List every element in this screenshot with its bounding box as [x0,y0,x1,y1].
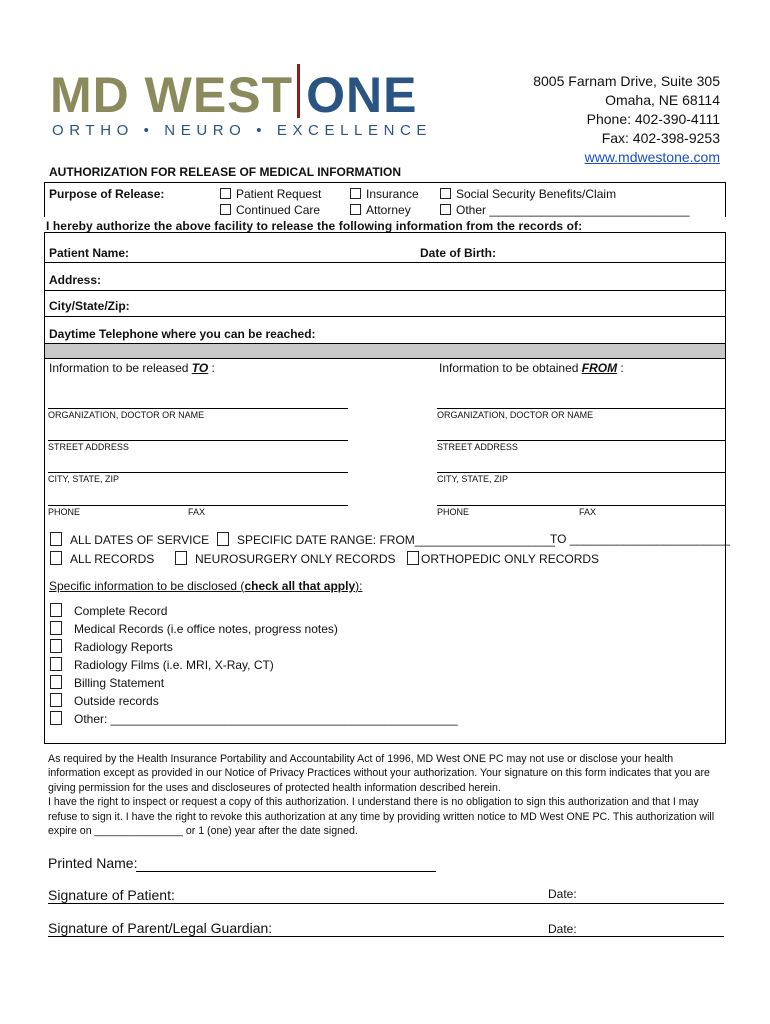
from-phone-label: PHONE [437,507,470,517]
patient-signature-line[interactable] [48,903,724,904]
to-org-line[interactable] [48,408,348,409]
checkbox-icon[interactable] [50,711,62,725]
purpose-option-attorney[interactable]: Attorney [350,203,411,217]
date-range-to[interactable]: TO ________________________ [550,532,730,546]
from-city-label: CITY, STATE, ZIP [437,474,509,484]
purpose-option-continued-care[interactable]: Continued Care [220,203,320,217]
checkbox-icon[interactable] [50,603,62,617]
logo-divider [297,64,300,118]
printed-name-line[interactable] [136,871,436,872]
to-city-label: CITY, STATE, ZIP [48,474,120,484]
from-fax-label: FAX [579,507,597,517]
specific-info-heading: Specific information to be disclosed (check all that apply): [49,579,363,593]
from-org-line[interactable] [437,408,725,409]
to-org-label: ORGANIZATION, DOCTOR OR NAME [48,410,205,420]
checkbox-icon[interactable] [350,204,361,215]
logo-tagline: ORTHO • NEURO • EXCELLENCE [52,122,433,139]
section-divider [45,343,725,359]
guardian-signature-line[interactable] [48,936,724,937]
list-item[interactable]: Complete Record [50,602,458,620]
hipaa-paragraph: As required by the Health Insurance Portability and Accountability Act of 1996, MD West ONE PC may not use or disclose your health information except as provided in our Notice of Privacy Practices without your authorization. Your signature on this form indicates that you are giving permission for the uses and discloseures of protected health information described herein. [48,753,710,794]
checkbox-icon[interactable] [50,621,62,635]
to-fax-label: FAX [188,507,206,517]
patient-signature-label: Signature of Patient: [48,887,175,903]
from-city-line[interactable] [437,472,725,473]
legal-notice [48,752,723,838]
logo [50,64,417,125]
guardian-signature-label: Signature of Parent/Legal Guardian: [48,920,273,936]
phone-number: Phone: 402-390-4111 [586,111,720,127]
neurosurgery-only-option[interactable]: NEUROSURGERY ONLY RECORDS [175,551,396,566]
logo-right-text: ONE [306,67,418,123]
list-item[interactable]: Other: ____________________________________________________ [50,710,458,728]
records-section [44,232,730,744]
to-city-line[interactable] [48,472,348,473]
checkbox-icon[interactable] [407,551,419,565]
checkbox-icon[interactable] [50,693,62,707]
purpose-label: Purpose of Release: [49,187,165,201]
address-label: Address: [49,273,102,287]
checkbox-icon[interactable] [220,188,231,199]
specific-info-list [50,602,458,728]
list-item[interactable]: Radiology Films (i.e. MRI, X-Ray, CT) [50,656,458,674]
fax-number: Fax: 402-398-9253 [601,130,720,146]
specific-range-option[interactable]: SPECIFIC DATE RANGE: FROM_____________________ [217,532,555,547]
from-org-label: ORGANIZATION, DOCTOR OR NAME [437,410,594,420]
contact-block [533,72,720,167]
purpose-option-social-security[interactable]: Social Security Benefits/Claim [440,187,616,201]
address-line1: 8005 Farnam Drive, Suite 305 [533,73,720,89]
dob-label: Date of Birth: [420,246,496,260]
list-item[interactable]: Outside records [50,692,458,710]
printed-name-label: Printed Name: [48,855,138,871]
patient-date-label: Date: [548,887,577,901]
logo-left-text: MD WEST [50,67,294,123]
all-records-option[interactable]: ALL RECORDS [50,551,154,566]
address-line2: Omaha, NE 68114 [605,92,720,108]
rights-paragraph: I have the right to inspect or request a copy of this authorization. I understand there is no obligation to sign this authorization and that I may refuse to sign it. I have the right to revoke this authorization at any time by providing written notice to MD West ONE PC. This authorization will expire on _______________ or 1 (one) year after the date signed. [48,796,715,838]
checkbox-icon[interactable] [50,639,62,653]
from-phone-line[interactable] [437,505,725,506]
orthopedic-only-option[interactable]: ORTHOPEDIC ONLY RECORDS [407,551,599,566]
list-item[interactable]: Billing Statement [50,674,458,692]
checkbox-icon[interactable] [50,675,62,689]
release-to-label: Information to be released TO : [49,361,215,375]
to-street-label: STREET ADDRESS [48,442,129,452]
from-street-label: STREET ADDRESS [437,442,518,452]
city-state-zip-label: City/State/Zip: [49,299,130,313]
checkbox-icon[interactable] [440,188,451,199]
purpose-option-patient-request[interactable]: Patient Request [220,187,321,201]
checkbox-icon[interactable] [50,532,62,546]
from-street-line[interactable] [437,440,725,441]
patient-name-label: Patient Name: [49,246,130,260]
obtain-from-label: Information to be obtained FROM : [439,361,624,375]
to-street-line[interactable] [48,440,348,441]
form-title: AUTHORIZATION FOR RELEASE OF MEDICAL INFORMATION [49,165,401,179]
checkbox-icon[interactable] [175,551,187,565]
daytime-phone-label: Daytime Telephone where you can be reached: [49,327,316,341]
purpose-option-insurance[interactable]: Insurance [350,187,419,201]
list-item[interactable]: Radiology Reports [50,638,458,656]
purpose-option-other[interactable]: Other ______________________________ [440,203,690,217]
checkbox-icon[interactable] [440,204,451,215]
checkbox-icon[interactable] [350,188,361,199]
list-item[interactable]: Medical Records (i.e office notes, progress notes) [50,620,458,638]
checkbox-icon[interactable] [217,532,229,546]
authorize-text: I hereby authorize the above facility to release the following information from the records of: [46,219,583,233]
checkbox-icon[interactable] [220,204,231,215]
guardian-date-label: Date: [548,922,577,936]
checkbox-icon[interactable] [50,551,62,565]
to-phone-label: PHONE [48,507,81,517]
all-dates-option[interactable]: ALL DATES OF SERVICE [50,532,209,547]
website-link[interactable]: www.mdwestone.com [584,149,720,165]
to-phone-line[interactable] [48,505,348,506]
checkbox-icon[interactable] [50,657,62,671]
